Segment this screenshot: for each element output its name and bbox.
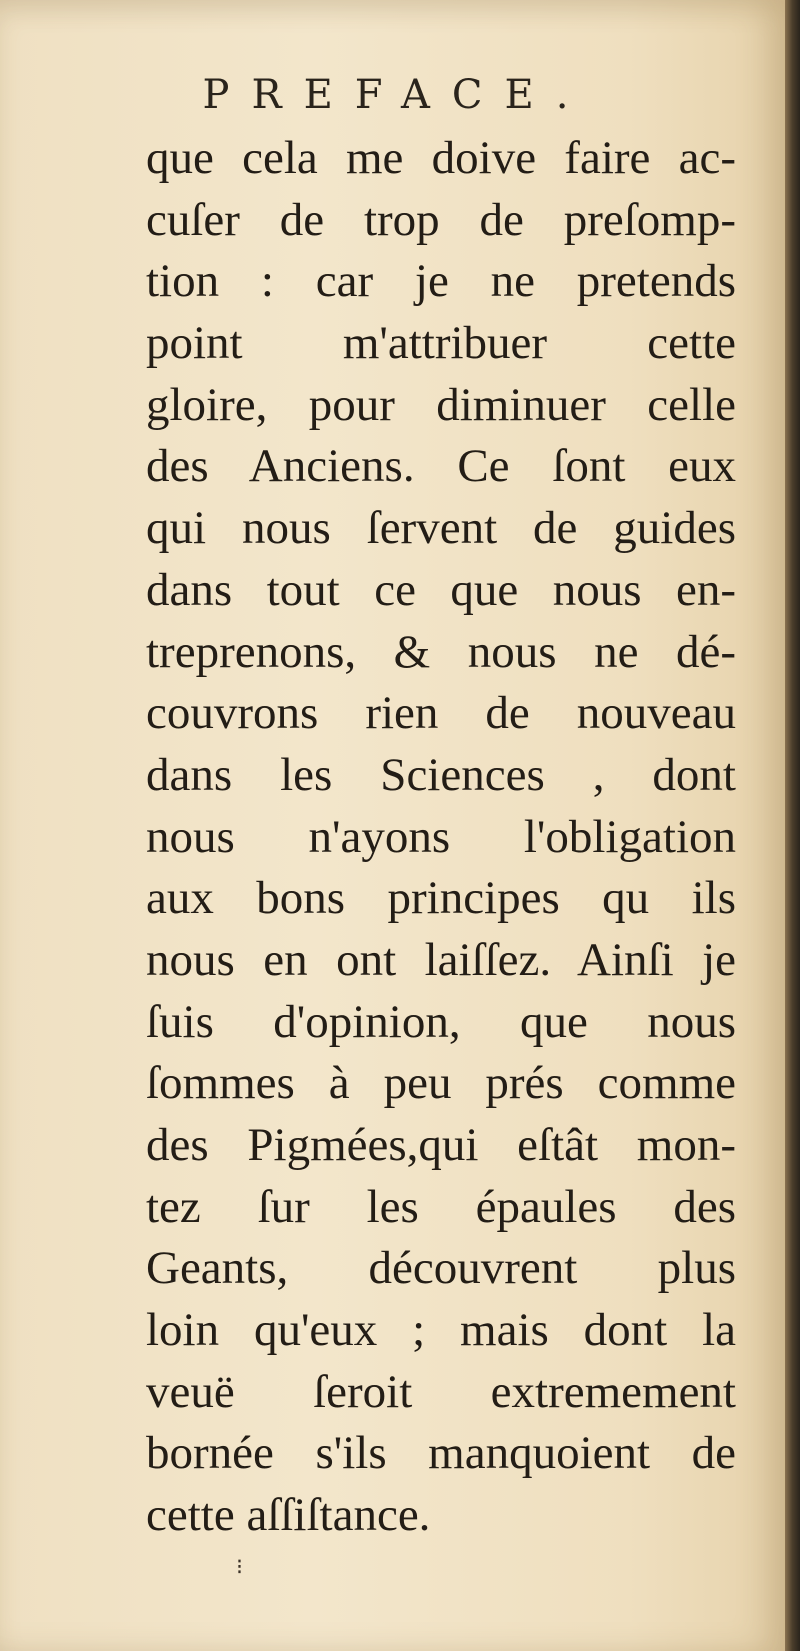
text-line: cuſer de trop de preſomp- [146,193,736,246]
text-line: nous en ont laiſſez. Ainſi je [146,933,736,986]
text-line: Geants, découvrent plus [146,1242,736,1295]
text-line: loin qu'eux ; mais dont la [146,1304,736,1357]
text-line: nous n'ayons l'obligation [146,810,736,863]
text-line: des Anciens. Ce ſont eux [146,440,736,493]
body-text [146,128,736,1547]
running-head: PREFACE. [202,72,591,118]
book-gutter [785,0,800,1651]
text-line: qui nous ſervent de guides [146,502,736,555]
text-line: ſommes à peu prés comme [146,1057,736,1110]
text-line: bornée s'ils manquoient de [146,1427,736,1480]
text-line: dans les Sciences , dont [146,748,736,801]
text-line: point m'attribuer cette [146,317,736,370]
text-line: ſuis d'opinion, que nous [146,995,736,1048]
text-line: gloire, pour diminuer celle [146,378,736,431]
text-line: treprenons, & nous ne dé- [146,625,736,678]
text-line: que cela me doive faire ac- [146,132,736,184]
text-line: tez ſur les épaules des [146,1180,736,1233]
text-line: veuë ſeroit extremement [146,1365,736,1418]
text-line: tion : car je ne pretends [146,255,736,308]
text-line: couvrons rien de nouveau [146,687,736,740]
foot-mark: ⁝ [236,1555,243,1580]
text-line: cette aſſiſtance. [146,1489,431,1542]
text-line: dans tout ce que nous en- [146,563,736,616]
text-line: des Pigmées,qui eſtât mon- [146,1119,736,1171]
text-line: aux bons principes qu ils [146,872,736,925]
